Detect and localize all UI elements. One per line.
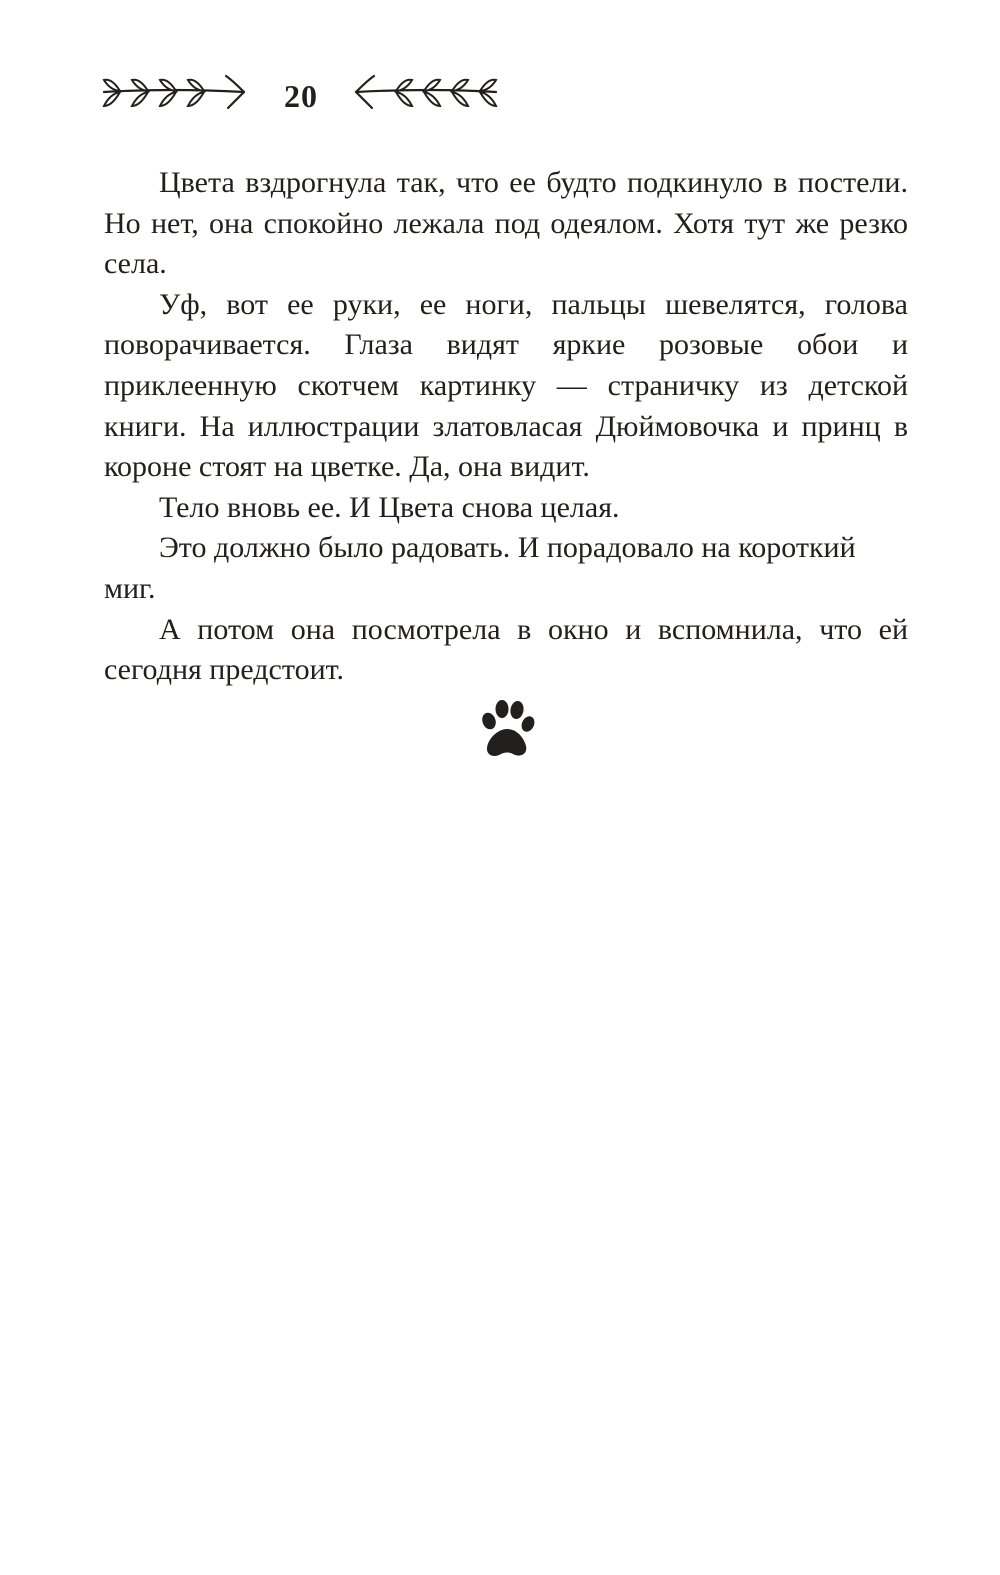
leaf-branch-icon (100, 62, 250, 122)
paragraph: Это должно было радовать. И порадовало на короткий миг. (104, 531, 856, 605)
page-header (100, 62, 500, 132)
paragraph: Тело вновь ее. И Цвета снова целая. (159, 490, 620, 524)
chapter-body (104, 163, 908, 691)
paragraph: Цвета вздрогнула так, что ее будто подкинуло в постели. Но нет, она спокойно лежала под одеялом. Хотя тут же резко села. (104, 166, 908, 281)
page-number: 20 (284, 78, 318, 114)
paragraph: Уф, вот ее руки, ее ноги, пальцы шевелятся, голова поворачивается. Глаза видят яркие розовые обои и приклеенную скотчем картинку — страничку из детской книги. На иллюстрации златовласая Дюймовочка и принц в короне стоят на цветке. Да, она видит. (104, 287, 908, 484)
leaf-branch-icon (350, 62, 500, 122)
paw-print-icon (477, 698, 537, 760)
paragraph: А потом она посмотрела в окно и вспомнила, что ей сегодня предстоит. (104, 612, 908, 687)
